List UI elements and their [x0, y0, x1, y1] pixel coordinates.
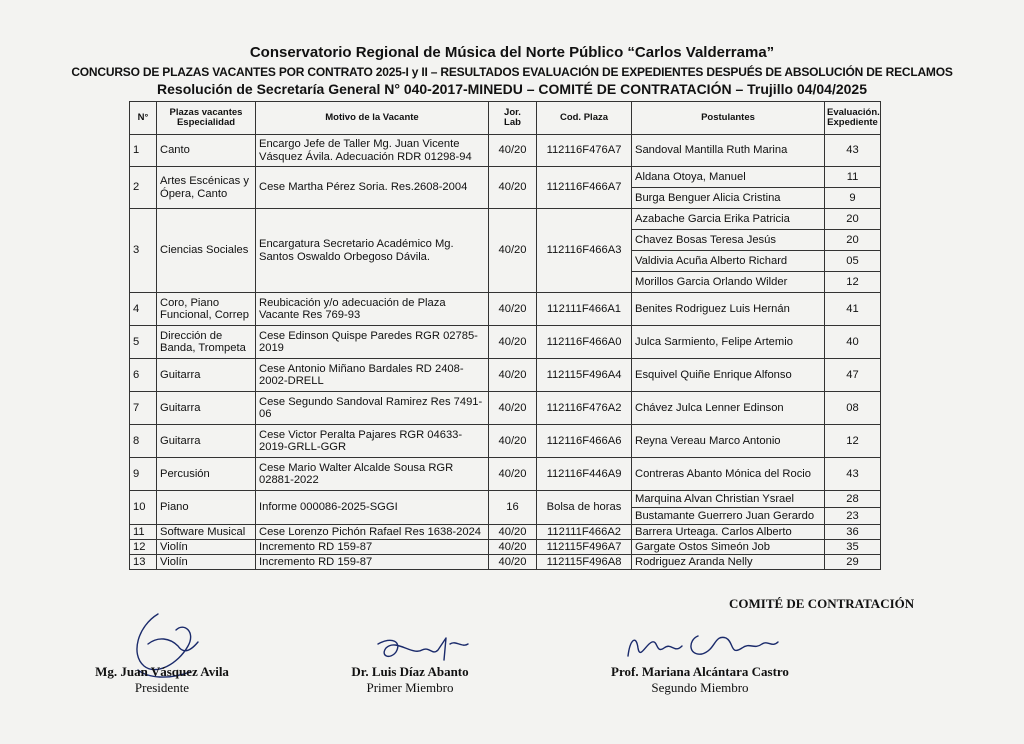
cell-workday: 40/20	[489, 293, 537, 326]
cell-specialty: Violín	[157, 540, 256, 555]
cell-workday: 16	[489, 491, 537, 525]
cell-workday: 40/20	[489, 458, 537, 491]
cell-workday: 40/20	[489, 167, 537, 209]
cell-number: 10	[130, 491, 157, 525]
cell-code: 112116F476A2	[537, 392, 632, 425]
committee-title: COMITÉ DE CONTRATACIÓN	[729, 596, 915, 611]
cell-score: 12	[825, 425, 881, 458]
cell-number: 8	[130, 425, 157, 458]
cell-reason: Encargo Jefe de Taller Mg. Juan Vicente Vásquez Ávila. Adecuación RDR 01298-94	[256, 135, 489, 167]
cell-applicant: Marquina Alvan Christian Ysrael	[632, 491, 825, 508]
cell-score: 29	[825, 555, 881, 570]
contest-title: CONCURSO DE PLAZAS VACANTES POR CONTRATO 2025-I y II – RESULTADOS EVALUACIÓN DE EXPEDIENTES DESPUÉS DE ABSOLUCIÓN DE RECLAMOS	[71, 65, 953, 79]
signer-name: Dr. Luis Díaz Abanto	[351, 664, 469, 679]
cell-number: 2	[130, 167, 157, 209]
col-header-code: Cod. Plaza	[537, 102, 632, 135]
cell-applicant: Gargate Ostos Simeón Job	[632, 540, 825, 555]
cell-score: 40	[825, 326, 881, 359]
cell-number: 12	[130, 540, 157, 555]
cell-applicant: Sandoval Mantilla Ruth Marina	[632, 135, 825, 167]
table-row	[130, 425, 881, 458]
cell-score: 20	[825, 230, 881, 251]
cell-number: 5	[130, 326, 157, 359]
cell-applicant: Burga Benguer Alicia Cristina	[632, 188, 825, 209]
cell-number: 6	[130, 359, 157, 392]
table-row	[130, 491, 881, 508]
cell-number: 11	[130, 525, 157, 540]
cell-applicant: Azabache Garcia Erika Patricia	[632, 209, 825, 230]
cell-applicant: Bustamante Guerrero Juan Gerardo	[632, 508, 825, 525]
cell-score: 23	[825, 508, 881, 525]
cell-applicant: Aldana Otoya, Manuel	[632, 167, 825, 188]
cell-score: 47	[825, 359, 881, 392]
signer-role: Segundo Miembro	[651, 680, 749, 695]
cell-workday: 40/20	[489, 392, 537, 425]
cell-score: 08	[825, 392, 881, 425]
cell-applicant: Chavez Bosas Teresa Jesús	[632, 230, 825, 251]
cell-reason: Cese Lorenzo Pichón Rafael Res 1638-2024	[256, 525, 489, 540]
cell-applicant: Valdivia Acuña Alberto Richard	[632, 251, 825, 272]
cell-workday: 40/20	[489, 326, 537, 359]
table-row	[130, 540, 881, 555]
results-table	[129, 101, 881, 570]
cell-specialty: Percusión	[157, 458, 256, 491]
col-header-workday-line2: Lab	[504, 117, 521, 128]
cell-score: 05	[825, 251, 881, 272]
cell-number: 4	[130, 293, 157, 326]
signature-first-member	[325, 664, 495, 696]
resolution-line: Resolución de Secretaría General N° 040-2017-MINEDU – COMITÉ DE CONTRATACIÓN – Trujillo 04/04/2025	[157, 81, 867, 97]
cell-code: Bolsa de horas	[537, 491, 632, 525]
cell-score: 43	[825, 135, 881, 167]
cell-specialty: Artes Escénicas y Ópera, Canto	[157, 167, 256, 209]
cell-score: 41	[825, 293, 881, 326]
signer-name: Prof. Mariana Alcántara Castro	[611, 664, 789, 679]
cell-reason: Incremento RD 159-87	[256, 555, 489, 570]
signer-role: Primer Miembro	[366, 680, 454, 695]
cell-workday: 40/20	[489, 425, 537, 458]
cell-reason: Cese Victor Peralta Pajares RGR 04633-2019-GRLL-GGR	[256, 425, 489, 458]
cell-applicant: Esquivel Quiñe Enrique Alfonso	[632, 359, 825, 392]
table-row	[130, 167, 881, 188]
cell-specialty: Ciencias Sociales	[157, 209, 256, 293]
cell-score: 35	[825, 540, 881, 555]
cell-specialty: Guitarra	[157, 359, 256, 392]
signature-president	[82, 664, 242, 696]
signature-second-member	[590, 664, 810, 696]
cell-score: 12	[825, 272, 881, 293]
cell-number: 3	[130, 209, 157, 293]
cell-specialty: Dirección de Banda, Trompeta	[157, 326, 256, 359]
cell-specialty: Violín	[157, 555, 256, 570]
col-header-reason: Motivo de la Vacante	[256, 102, 489, 135]
cell-number: 9	[130, 458, 157, 491]
cell-workday: 40/20	[489, 555, 537, 570]
cell-workday: 40/20	[489, 209, 537, 293]
cell-code: 112116F466A3	[537, 209, 632, 293]
col-header-workday	[489, 102, 537, 135]
cell-reason: Cese Edinson Quispe Paredes RGR 02785-2019	[256, 326, 489, 359]
cell-code: 112116F466A7	[537, 167, 632, 209]
table-row	[130, 555, 881, 570]
cell-code: 112116F476A7	[537, 135, 632, 167]
cell-code: 112115F496A4	[537, 359, 632, 392]
cell-reason: Encargatura Secretario Académico Mg. Santos Oswaldo Orbegoso Dávila.	[256, 209, 489, 293]
cell-specialty: Guitarra	[157, 392, 256, 425]
col-header-score-line2: Expediente	[827, 117, 878, 128]
cell-number: 13	[130, 555, 157, 570]
table-row	[130, 326, 881, 359]
col-header-specialty	[157, 102, 256, 135]
cell-score: 28	[825, 491, 881, 508]
cell-specialty: Coro, Piano Funcional, Correp	[157, 293, 256, 326]
institution-title: Conservatorio Regional de Música del Norte Público “Carlos Valderrama”	[249, 44, 775, 61]
cell-applicant: Rodriguez Aranda Nelly	[632, 555, 825, 570]
cell-number: 7	[130, 392, 157, 425]
cell-workday: 40/20	[489, 540, 537, 555]
table-row	[130, 458, 881, 491]
table-row	[130, 392, 881, 425]
col-header-score	[825, 102, 881, 135]
cell-applicant: Morillos Garcia Orlando Wilder	[632, 272, 825, 293]
cell-applicant: Barrera Urteaga. Carlos Alberto	[632, 525, 825, 540]
col-header-specialty-line1: Plazas vacantes	[169, 107, 243, 118]
cell-specialty: Software Musical	[157, 525, 256, 540]
cell-code: 112116F466A0	[537, 326, 632, 359]
cell-reason: Reubicación y/o adecuación de Plaza Vacante Res 769-93	[256, 293, 489, 326]
cell-reason: Cese Antonio Miñano Bardales RD 2408-2002-DRELL	[256, 359, 489, 392]
cell-applicant: Chávez Julca Lenner Edinson	[632, 392, 825, 425]
cell-number: 1	[130, 135, 157, 167]
cell-reason: Informe 000086-2025-SGGI	[256, 491, 489, 525]
col-header-specialty-line2: Especialidad	[176, 117, 236, 128]
table-row	[130, 525, 881, 540]
cell-score: 9	[825, 188, 881, 209]
table-row	[130, 209, 881, 230]
signer-name: Mg. Juan Vásquez Avila	[95, 664, 229, 679]
cell-reason: Cese Mario Walter Alcalde Sousa RGR 02881-2022	[256, 458, 489, 491]
cell-applicant: Reyna Vereau Marco Antonio	[632, 425, 825, 458]
cell-workday: 40/20	[489, 525, 537, 540]
cell-score: 20	[825, 209, 881, 230]
cell-applicant: Benites Rodriguez Luis Hernán	[632, 293, 825, 326]
cell-code: 112111F466A1	[537, 293, 632, 326]
cell-score: 36	[825, 525, 881, 540]
cell-code: 112115F496A8	[537, 555, 632, 570]
table-row	[130, 293, 881, 326]
signer-role: Presidente	[134, 680, 190, 695]
cell-applicant: Contreras Abanto Mónica del Rocio	[632, 458, 825, 491]
cell-score: 43	[825, 458, 881, 491]
cell-specialty: Canto	[157, 135, 256, 167]
cell-code: 112116F466A6	[537, 425, 632, 458]
table-row	[130, 359, 881, 392]
table-row	[130, 135, 881, 167]
cell-code: 112111F466A2	[537, 525, 632, 540]
col-header-number: N°	[130, 102, 157, 135]
cell-applicant: Julca Sarmiento, Felipe Artemio	[632, 326, 825, 359]
cell-specialty: Guitarra	[157, 425, 256, 458]
col-header-applicants: Postulantes	[632, 102, 825, 135]
col-header-workday-line1: Jor.	[504, 107, 521, 118]
cell-code: 112116F446A9	[537, 458, 632, 491]
cell-code: 112115F496A7	[537, 540, 632, 555]
cell-score: 11	[825, 167, 881, 188]
cell-specialty: Piano	[157, 491, 256, 525]
col-header-score-line1: Evaluación.	[827, 107, 880, 118]
cell-workday: 40/20	[489, 135, 537, 167]
cell-reason: Cese Martha Pérez Soria. Res.2608-2004	[256, 167, 489, 209]
table-header-row	[130, 102, 881, 135]
cell-reason: Cese Segundo Sandoval Ramirez Res 7491-06	[256, 392, 489, 425]
cell-workday: 40/20	[489, 359, 537, 392]
cell-reason: Incremento RD 159-87	[256, 540, 489, 555]
